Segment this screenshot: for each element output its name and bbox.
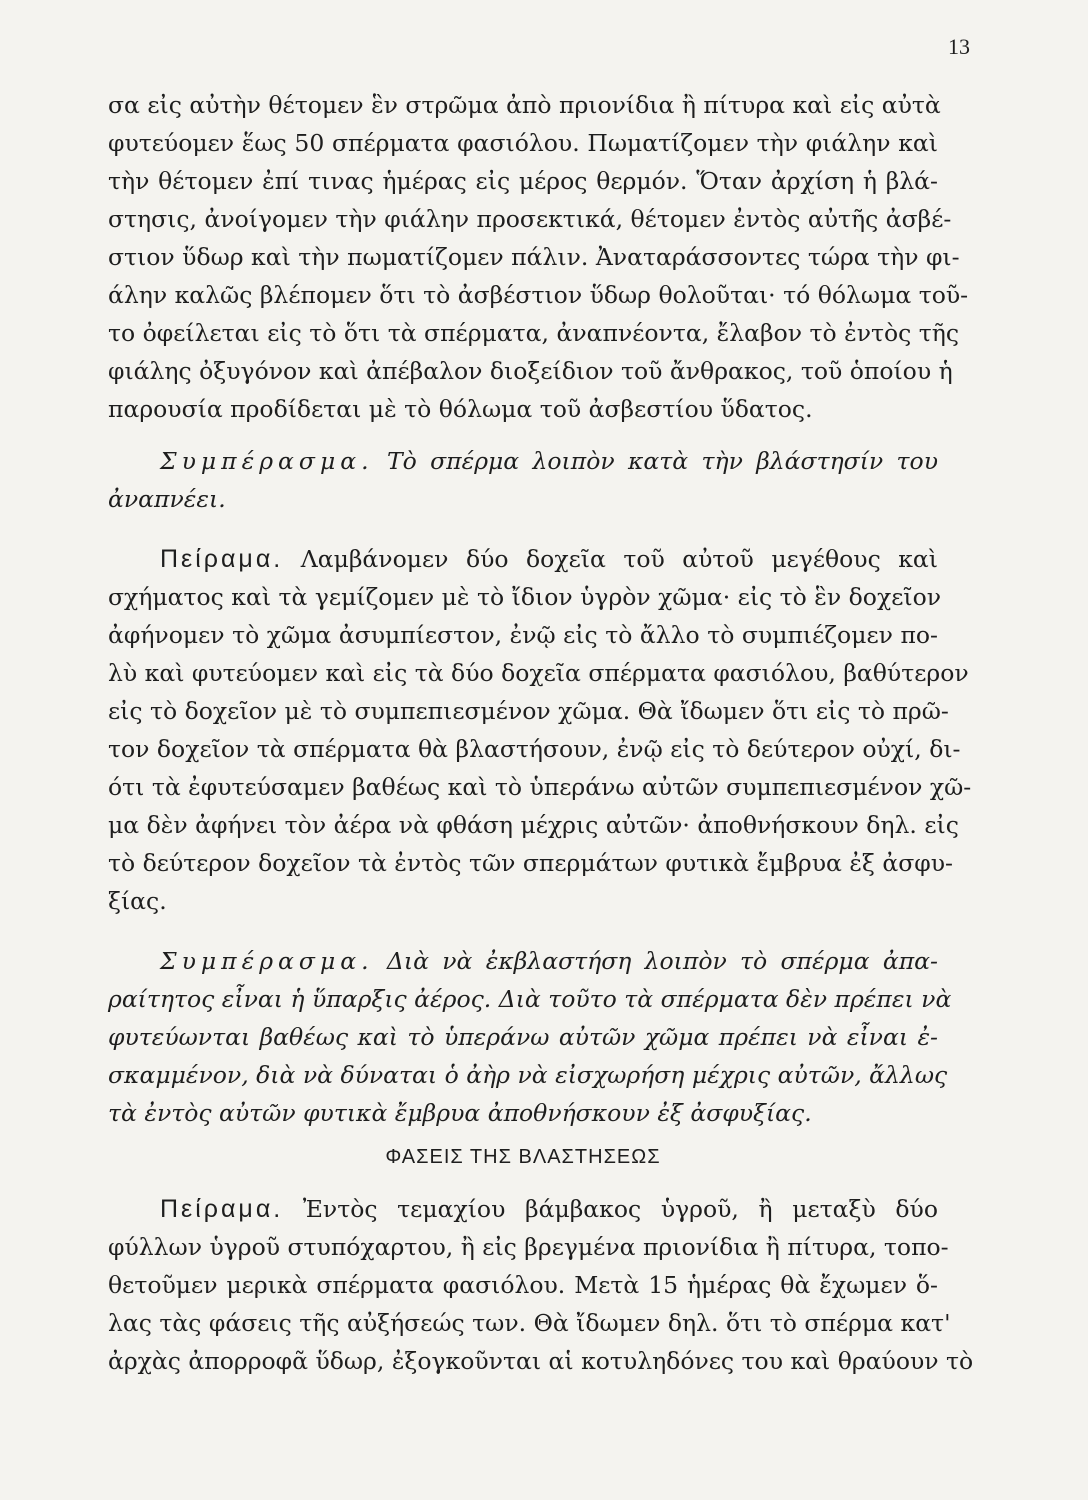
text-line [108, 540, 938, 578]
paragraph-apparatus [108, 86, 969, 428]
text-line: σχήματος καὶ τὰ γεμίζομεν μὲ τὸ ἴδιον ὑγρὸν χῶμα· εἰς τὸ ἓν δοχεῖον [108, 583, 942, 611]
text-line: το ὀφείλεται εἰς τὸ ὅτι τὰ σπέρματα, ἀναπνέοντα, ἔλαβον τὸ ἐντὸς τῆς [108, 319, 960, 347]
text-line: μα δὲν ἀφήνει τὸν ἀέρα νὰ φθάση μέχρις αὐτῶν· ἀποθνήσκουν δηλ. εἰς [108, 811, 959, 839]
page-body [108, 86, 974, 1380]
text-line: φύλλων ὑγροῦ στυπόχαρτου, ἢ εἰς βρεγμένα πριονίδια ἢ πίτυρα, τοπο- [108, 1233, 949, 1261]
text-line: ότι τὰ ἐφυτεύσαμεν βαθέως καὶ τὸ ὑπεράνω αὐτῶν συμπεπιεσμένον χῶ- [108, 773, 972, 801]
text-line: άλην καλῶς βλέπομεν ὅτι τὸ ἀσβέστιον ὕδωρ θολοῦται· τό θόλωμα τοῦ- [108, 281, 969, 309]
text-line: ραίτητος εἶναι ἡ ὕπαρξις ἀέρος. Διὰ τοῦτο τὰ σπέρματα δὲν πρέπει νὰ [108, 985, 952, 1013]
experiment-label: Πείραμα. [160, 1195, 284, 1223]
conclusion-text: Διὰ νὰ ἐκβλαστήση λοιπὸν τὸ σπέρμα ἀπα- [386, 947, 938, 975]
text-line: ἀφήνομεν τὸ χῶμα ἀσυμπίεστον, ἐνῷ εἰς τὸ ἄλλο τὸ συμπιέζομεν πο- [108, 621, 938, 649]
text-line: εἰς τὸ δοχεῖον μὲ τὸ συμπεπιεσμένον χῶμα. Θὰ ἴδωμεν ὅτι εἰς τὸ πρῶ- [108, 697, 949, 725]
section-heading: ΦΑΣΕΙΣ ΤΗΣ ΒΛΑΣΤΗΣΕΩΣ [385, 1146, 661, 1168]
text-line: τὸ δεύτερον δοχεῖον τὰ ἐντὸς τῶν σπερμάτων φυτικὰ ἔμβρυα ἐξ ἀσφυ- [108, 849, 953, 877]
text-line [108, 942, 938, 980]
text-line: τὰ ἐντὸς αὐτῶν φυτικὰ ἔμβρυα ἀποθνήσκουν ἐξ ἀσφυξίας. [108, 1099, 812, 1127]
experiment-text: Λαμβάνομεν δύο δοχεῖα τοῦ αὐτοῦ μεγέθους καὶ [300, 545, 938, 573]
text-line: φυτεύωνται βαθέως καὶ τὸ ὑπεράνω αὐτῶν χῶμα πρέπει νὰ εἶναι ἐ- [108, 1023, 938, 1051]
conclusion-air [108, 942, 952, 1132]
conclusion-label: Συμπέρασμα. [160, 947, 374, 975]
conclusion-label: Συμπέρασμα. [160, 447, 374, 475]
experiment-soil [108, 540, 972, 920]
text-line: λὺ καὶ φυτεύομεν καὶ εἰς τὰ δύο δοχεῖα σπέρματα φασιόλου, βαθύτερον [108, 659, 969, 687]
experiment-text: Ἐντὸς τεμαχίου βάμβακος ὑγροῦ, ἢ μεταξὺ δύο [302, 1195, 938, 1223]
text-line [108, 1190, 938, 1228]
conclusion-text: Τὸ σπέρμα λοιπὸν κατὰ τὴν βλάστησίν του [386, 447, 938, 475]
text-line: θετοῦμεν μερικὰ σπέρματα φασιόλου. Μετὰ 15 ἡμέρας θὰ ἔχωμεν ὅ- [108, 1271, 938, 1299]
text-line: φιάλης ὀξυγόνον καὶ ἀπέβαλον διοξείδιον τοῦ ἄνθρακος, τοῦ ὁποίου ἡ [108, 357, 953, 385]
text-line: σκαμμένον, διὰ νὰ δύναται ὁ ἀὴρ νὰ εἰσχωρήση μέχρις αὐτῶν, ἄλλως [108, 1061, 948, 1089]
text-line: παρουσία προδίδεται μὲ τὸ θόλωμα τοῦ ἀσβεστίου ὕδατος. [108, 395, 813, 423]
text-line: σα εἰς αὐτὴν θέτομεν ἓν στρῶμα ἀπὸ πριονίδια ἢ πίτυρα καὶ εἰς αὐτὰ [108, 91, 941, 119]
text-line: στησις, ἀνοίγομεν τὴν φιάλην προσεκτικά, θέτομεν ἐντὸς αὐτῆς ἀσβέ- [108, 205, 952, 233]
text-line [108, 442, 938, 480]
text-line: ἀναπνέει. [108, 485, 226, 513]
text-line: φυτεύομεν ἕως 50 σπέρματα φασιόλου. Πωματίζομεν τὴν φιάλην καὶ [108, 129, 938, 157]
text-line: ξίας. [108, 887, 167, 915]
text-line: λας τὰς φάσεις τῆς αὐξήσεώς των. Θὰ ἴδωμεν δηλ. ὅτι τὸ σπέρμα κατ' [108, 1309, 951, 1337]
experiment-germination-phases [108, 1190, 974, 1380]
text-line: τὴν θέτομεν ἐπί τινας ἡμέρας εἰς μέρος θερμόν. Ὅταν ἀρχίση ἡ βλά- [108, 167, 938, 195]
text-line: ἀρχὰς ἀπορροφᾶ ὕδωρ, ἐξογκοῦνται αἱ κοτυληδόνες του καὶ θραύουν τὸ [108, 1347, 974, 1375]
page-number: 13 [948, 34, 970, 59]
text-line: τον δοχεῖον τὰ σπέρματα θὰ βλαστήσουν, ἐνῷ εἰς τὸ δεύτερον οὐχί, δι- [108, 735, 961, 763]
text-line: στιον ὕδωρ καὶ τὴν πωματίζομεν πάλιν. Ἀναταράσσοντες τώρα τὴν φι- [108, 243, 960, 271]
conclusion-respiration [108, 442, 938, 518]
experiment-label: Πείραμα. [160, 545, 284, 573]
